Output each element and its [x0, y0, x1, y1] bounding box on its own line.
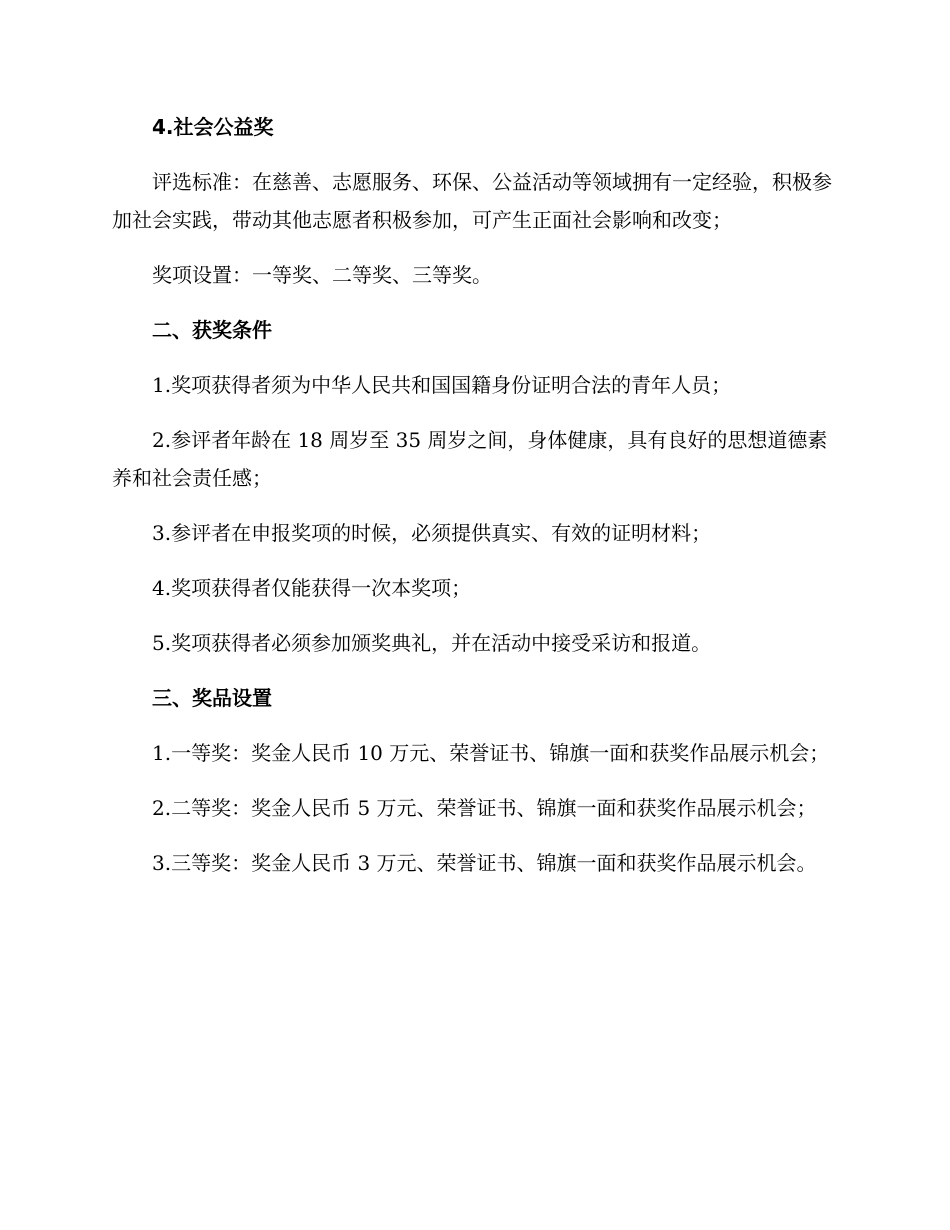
- document-body: [112, 108, 840, 882]
- condition-item: 3.参评者在申报奖项的时候，必须提供真实、有效的证明材料；: [152, 521, 712, 545]
- condition-item: 5.奖项获得者必须参加颁奖典礼，并在活动中接受采访和报道。: [152, 631, 712, 655]
- prize-item: 3.三等奖：奖金人民币 3 万元、荣誉证书、锦旗一面和获奖作品展示机会。: [152, 851, 817, 875]
- selection-criteria-paragraph: 评选标准：在慈善、志愿服务、环保、公益活动等领域拥有一定经验，积极参加社会实践，带动其他志愿者积极参加，可产生正面社会影响和改变；: [112, 170, 832, 232]
- prize-item: 2.二等奖：奖金人民币 5 万元、荣誉证书、锦旗一面和获奖作品展示机会；: [152, 796, 817, 820]
- condition-item: 1.奖项获得者须为中华人民共和国国籍身份证明合法的青年人员；: [152, 373, 732, 397]
- section-heading-prize-settings: 三、奖品设置: [152, 686, 272, 710]
- section-heading-award-conditions: 二、获奖条件: [152, 318, 272, 342]
- prize-item: 1.一等奖：奖金人民币 10 万元、荣誉证书、锦旗一面和获奖作品展示机会；: [152, 741, 830, 765]
- section-heading-public-welfare-award: 4.社会公益奖: [152, 115, 274, 139]
- condition-item: 2.参评者年龄在 18 周岁至 35 周岁之间，身体健康，具有良好的思想道德素养和社会责任感；: [112, 428, 828, 490]
- award-levels-paragraph: 奖项设置：一等奖、二等奖、三等奖。: [152, 263, 492, 287]
- condition-item: 4.奖项获得者仅能获得一次本奖项；: [152, 576, 472, 600]
